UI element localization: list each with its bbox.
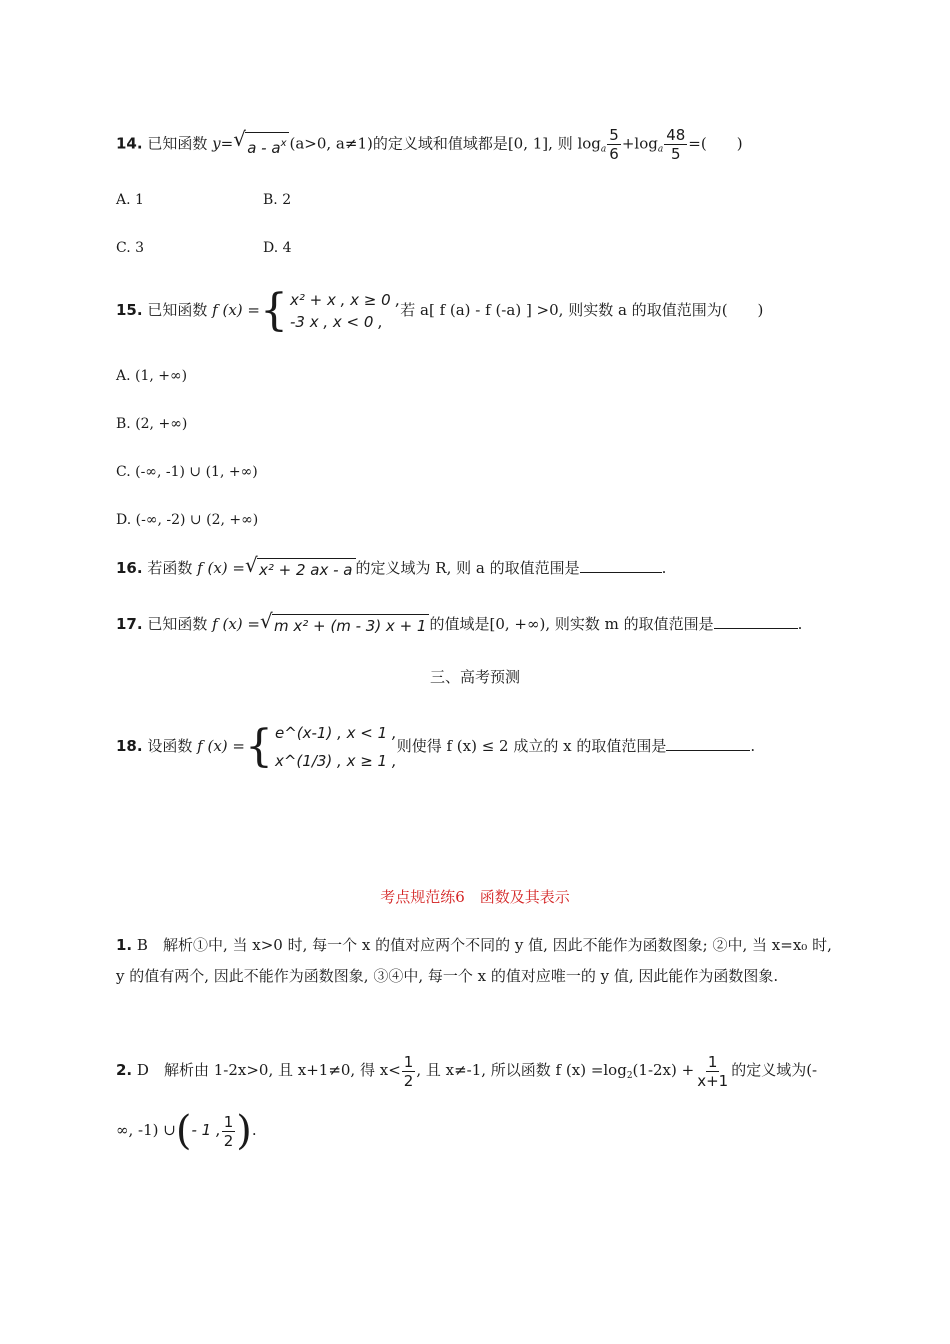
question-14 xyxy=(116,126,743,163)
radicand: x² + 2 ax - a xyxy=(257,558,356,580)
punctuation: . xyxy=(797,615,803,633)
answer-number: 2. xyxy=(116,1061,133,1079)
question-text: 则使得 f (x) ≤ 2 成立的 x 的取值范围是 xyxy=(396,737,667,755)
math-eq: = xyxy=(220,134,234,153)
question-text: 若函数 xyxy=(147,559,193,577)
question-15 xyxy=(116,284,763,336)
piecewise-brace: { xyxy=(259,285,288,336)
left-paren: ( xyxy=(175,1108,192,1154)
question-text: 的值域是[0, +∞), 则实数 m 的取值范围是 xyxy=(429,615,714,633)
piecewise-cases xyxy=(290,289,400,333)
option-c: C. 3 xyxy=(116,240,145,256)
question-number: 14. xyxy=(116,134,143,153)
punctuation: . xyxy=(661,559,667,577)
math-var: y xyxy=(212,134,221,153)
answer-2-continued xyxy=(116,1108,257,1152)
option-d: D. 4 xyxy=(263,240,292,256)
answer-text: , 且 x≠-1, 所以函数 f (x) =log xyxy=(416,1061,627,1079)
section-heading: 三、高考预测 xyxy=(429,668,520,686)
sqrt-expression: √ x² + 2 ax - a xyxy=(245,558,356,580)
option-c: C. (-∞, -1) ∪ (1, +∞) xyxy=(116,464,258,480)
function-name: f (x) = xyxy=(197,559,245,577)
sqrt-expression: √ m x² + (m - 3) x + 1 xyxy=(260,614,429,636)
radicand: a - a xyxy=(247,138,281,157)
case-1: e^(x-1) , x < 1 , xyxy=(274,724,397,742)
function-name: f (x) = xyxy=(212,301,260,319)
option-b: B. 2 xyxy=(263,192,292,208)
question-number: 15. xyxy=(116,301,143,319)
question-text: 已知函数 xyxy=(147,134,208,153)
answer-text: ∞, -1) ∪ xyxy=(116,1121,176,1139)
question-number: 17. xyxy=(116,615,143,633)
case-2: -3 x , x < 0 , xyxy=(289,313,383,331)
answer-text: (1-2x) + xyxy=(632,1061,695,1079)
fraction: $\frac{5}{6}$ xyxy=(609,126,619,163)
log-base: a xyxy=(657,144,664,155)
answer-text: B 解析①中, 当 x>0 时, 每一个 x 的值对应两个不同的 y 值, 因此不能作为函数图象; ②中, 当 x=x₀ 时, y 的值有两个, 因此不能作为函数图象, ③④中, 每一个 x 的值对应唯一的 y 值, 因此能作为函数图象. xyxy=(116,936,832,985)
question-text: +log xyxy=(621,134,658,153)
option-a: A. 1 xyxy=(116,192,144,208)
answer-text: 的定义域为(- xyxy=(731,1061,818,1079)
fraction: $\frac{48}{5}$ xyxy=(666,126,686,163)
answer-2 xyxy=(116,1050,817,1096)
sqrt-expression: √ a - $a^x$ xyxy=(233,132,289,158)
fraction: $\frac{1}{2}$ xyxy=(223,1112,234,1150)
case-2: x^(1/3) , x ≥ 1 , xyxy=(274,752,397,770)
function-name: f (x) = xyxy=(197,737,245,755)
answer-1 xyxy=(116,930,836,992)
question-text: =( ) xyxy=(688,134,743,153)
log-base: a xyxy=(600,144,607,155)
option-b: B. (2, +∞) xyxy=(116,416,188,432)
fraction: $\frac{1}{x+1}$ xyxy=(697,1052,729,1090)
right-paren: ) xyxy=(236,1108,252,1154)
question-number: 16. xyxy=(116,559,143,577)
interval-left: - 1 , xyxy=(191,1121,221,1139)
option-a: A. (1, +∞) xyxy=(116,368,188,384)
question-text: 设函数 xyxy=(147,737,193,755)
option-d: D. (-∞, -2) ∪ (2, +∞) xyxy=(116,512,259,528)
exponent: x xyxy=(280,137,287,149)
question-18 xyxy=(116,716,755,776)
question-number: 18. xyxy=(116,737,143,755)
punctuation: . xyxy=(750,737,756,755)
answer-blank[interactable] xyxy=(580,558,662,573)
answer-text: D 解析由 1-2x>0, 且 x+1≠0, 得 x< xyxy=(136,1061,401,1079)
question-text: (a>0, a≠1)的定义域和值域都是[0, 1], 则 log xyxy=(289,134,601,153)
question-17 xyxy=(116,609,803,636)
case-1: x² + x , x ≥ 0 , xyxy=(289,291,401,309)
answers-title: 考点规范练6 函数及其表示 xyxy=(380,888,570,906)
question-text: 已知函数 xyxy=(147,301,208,319)
piecewise-brace: { xyxy=(244,721,273,772)
radicand: m x² + (m - 3) x + 1 xyxy=(272,614,429,636)
punctuation: . xyxy=(251,1121,257,1139)
piecewise-cases xyxy=(275,719,397,775)
function-name: f (x) = xyxy=(212,615,260,633)
answer-number: 1. xyxy=(116,936,133,954)
fraction: $\frac{1}{2}$ xyxy=(403,1052,414,1090)
question-text: 已知函数 xyxy=(147,615,208,633)
answer-blank[interactable] xyxy=(666,736,750,751)
log-base: 2 xyxy=(626,1071,633,1081)
question-16 xyxy=(116,553,667,580)
question-text: 若 a[ f (a) - f (-a) ] >0, 则实数 a 的取值范围为( ) xyxy=(400,301,764,319)
question-text: 的定义域为 R, 则 a 的取值范围是 xyxy=(355,559,580,577)
answer-blank[interactable] xyxy=(714,614,798,629)
